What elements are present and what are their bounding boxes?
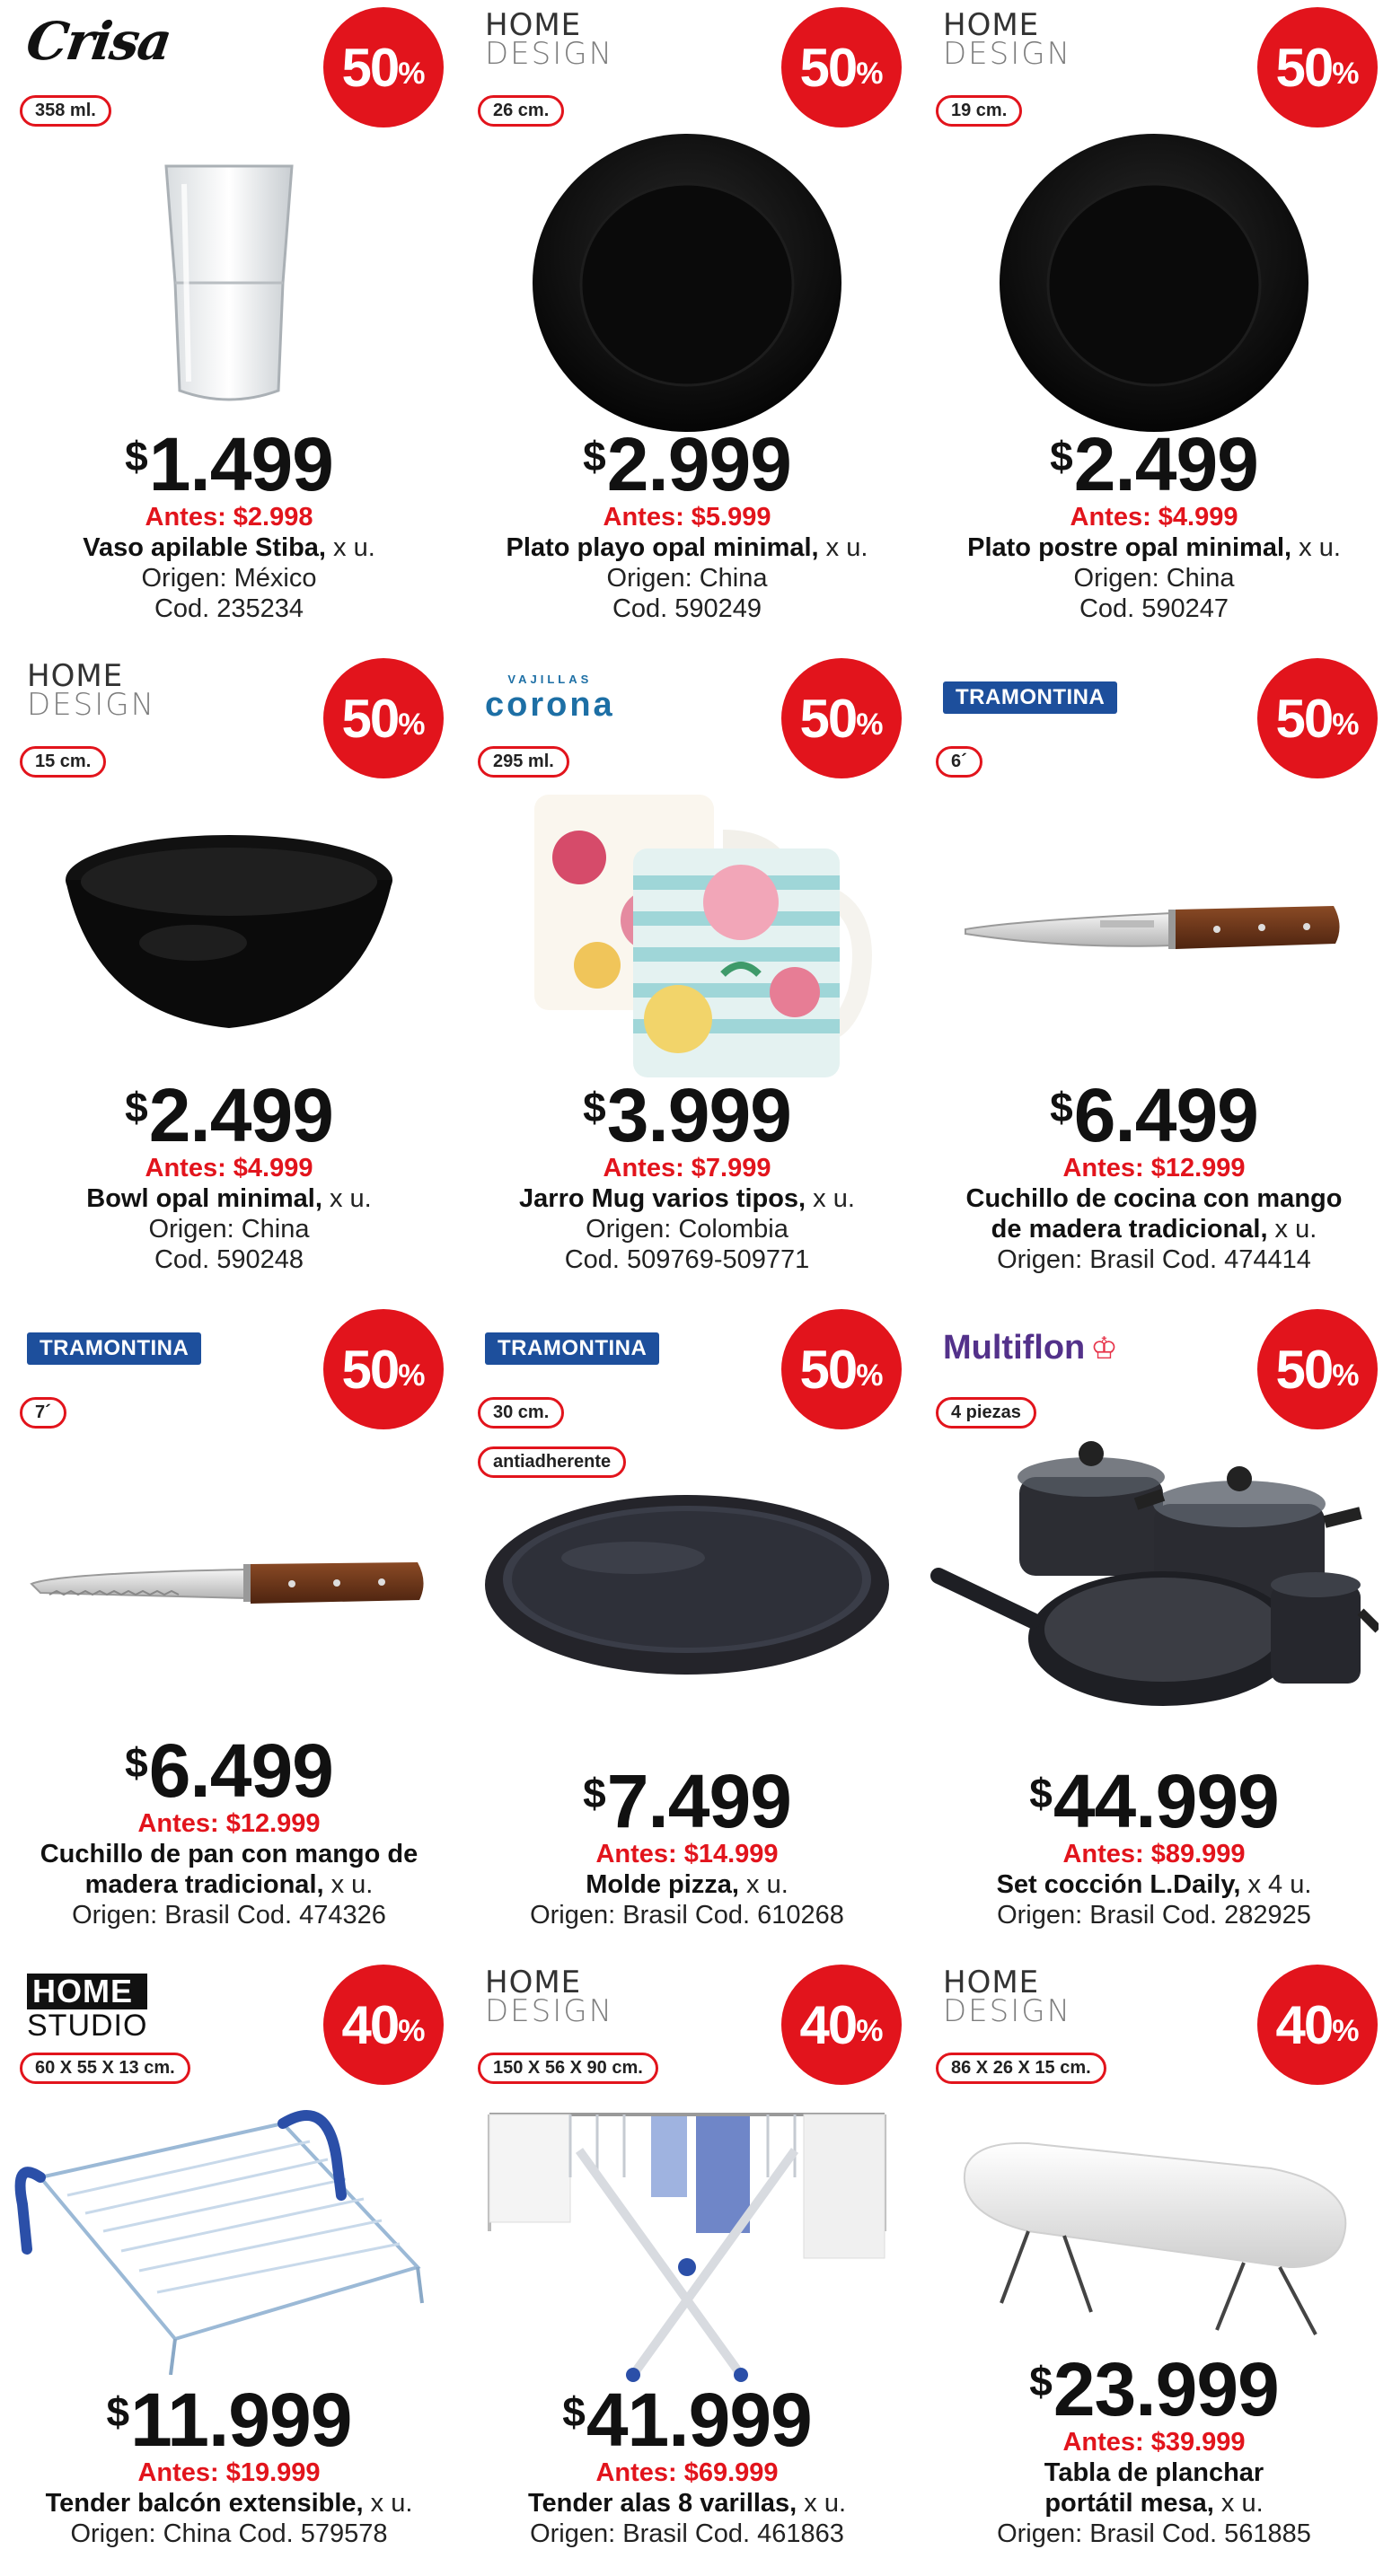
brand-area [485,1313,659,1385]
product-name: Set cocción L.Daily, x 4 u. [996,1870,1312,1899]
product-size-tag: 15 cm. [20,746,106,778]
brand-area [943,7,1072,83]
brand-logo-tramontina: TRAMONTINA [485,1332,659,1365]
product-card[interactable] [458,1957,916,2576]
previous-price: Antes: $4.999 [145,1154,313,1182]
tag-list [936,746,982,778]
product-price: $2.499 [1050,422,1258,506]
brand-logo-crisa: Crisa [22,11,174,72]
plate-icon [458,135,916,431]
product-name: Bowl opal minimal, x u. [86,1184,372,1213]
product-origin-code: Cod. 509769-509771 [564,1245,810,1274]
tag-list [478,746,569,778]
product-name-cont: madera tradicional, x u. [84,1870,374,1899]
tag-list [20,95,111,127]
brand-logo-corona: VAJILLAS corona [485,673,615,724]
product-origin-code: Origen: Colombia [586,1215,789,1244]
glass-icon [0,135,458,431]
product-card[interactable] [458,651,916,1302]
product-card[interactable] [458,1302,916,1957]
price-block [916,1755,1392,1930]
product-name: Cuchillo de pan con mango de [40,1840,418,1868]
product-size-tag: 6´ [936,746,982,778]
product-card[interactable] [458,0,916,651]
previous-price: Antes: $4.999 [1070,503,1238,532]
product-origin-code: Origen: China [1073,564,1235,593]
product-size-tag: 86 X 26 X 15 cm. [936,2053,1106,2084]
tag-list [936,95,1022,127]
previous-price: Antes: $5.999 [603,503,771,532]
discount-badge: 50 % [781,1309,902,1429]
previous-price: Antes: $7.999 [603,1154,771,1182]
product-origin-code: Origen: China [606,564,768,593]
product-size-tag: 295 ml. [478,746,569,778]
product-size-tag: 30 cm. [478,1397,564,1429]
tag-list [478,2053,658,2084]
discount-badge: 50 % [1257,7,1378,127]
brand-area [485,1965,614,2040]
product-name: Tender balcón extensible, x u. [45,2489,413,2518]
brand-area [485,7,614,83]
product-origin-code: Cod. 590247 [1079,594,1229,623]
product-price: $1.499 [125,422,333,506]
tag-list [936,1397,1036,1429]
discount-badge: 50 % [323,1309,444,1429]
brand-logo-multiflon: Multiflon ♔ [943,1329,1118,1367]
product-name: Vaso apilable Stiba, x u. [83,533,375,562]
product-origin-code: Origen: Brasil Cod. 561885 [997,2519,1311,2548]
balcony-rack-icon [0,2092,458,2388]
brand-area [22,11,174,83]
product-name: Molde pizza, x u. [586,1870,789,1899]
product-card[interactable] [0,1302,458,1957]
product-name: Plato postre opal minimal, x u. [967,533,1341,562]
product-size-tag: 26 cm. [478,95,564,127]
previous-price: Antes: $19.999 [137,2458,321,2487]
product-card[interactable] [0,1957,458,2576]
brand-area [27,1313,201,1385]
product-size-tag: 150 X 56 X 90 cm. [478,2053,658,2084]
product-card[interactable] [916,651,1392,1302]
price-block [0,418,458,624]
brand-area [485,662,615,734]
product-card[interactable] [916,1957,1392,2576]
price-block [0,1725,458,1930]
brand-area [943,1313,1118,1385]
product-name-cont: portátil mesa, x u. [1044,2489,1264,2518]
product-name: Tender alas 8 varillas, x u. [527,2489,847,2518]
previous-price: Antes: $12.999 [1062,1154,1246,1182]
brand-logo-home-design: HOME DESIGN [485,7,614,72]
previous-price: Antes: $39.999 [1062,2428,1246,2457]
product-price: $23.999 [1029,2347,1279,2431]
product-origin-code: Origen: China Cod. 579578 [70,2519,388,2548]
tag-list [478,95,564,127]
price-block [916,418,1392,624]
product-size-tag: 358 ml. [20,95,111,127]
product-price: $44.999 [1029,1759,1279,1843]
product-price: $11.999 [106,2378,352,2462]
bowl-icon [0,786,458,1082]
product-card[interactable] [916,1302,1392,1957]
brand-logo-home-design: HOME DESIGN [27,658,156,723]
chef-hat-icon: ♔ [1090,1331,1118,1366]
previous-price: Antes: $14.999 [595,1840,779,1868]
previous-price: Antes: $12.999 [137,1809,321,1838]
product-price: $2.499 [125,1073,333,1157]
previous-price: Antes: $89.999 [1062,1840,1246,1868]
discount-badge: 40 % [781,1965,902,2085]
tag-list [20,746,106,778]
cookware-set-icon [916,1437,1392,1733]
price-block [458,1755,916,1930]
price-block [458,2374,916,2549]
product-size-tag: 60 X 55 X 13 cm. [20,2053,190,2084]
price-block [458,418,916,624]
brand-area [27,1968,148,2043]
product-origin-code: Origen: Brasil Cod. 474414 [997,1245,1311,1274]
product-card[interactable] [0,0,458,651]
previous-price: Antes: $2.998 [145,503,313,532]
product-size-tag: 7´ [20,1397,66,1429]
plate-icon [916,135,1392,431]
product-price: $41.999 [562,2378,812,2462]
price-block [916,2343,1392,2549]
product-origin-code: Cod. 590248 [154,1245,304,1274]
price-block [916,1069,1392,1275]
pizza-pan-icon [458,1437,916,1733]
discount-badge: 50 % [1257,1309,1378,1429]
brand-logo-tramontina: TRAMONTINA [27,1332,201,1365]
product-price: $6.499 [1050,1073,1258,1157]
product-name-cont: de madera tradicional, x u. [991,1215,1317,1244]
tag-list [20,2053,190,2084]
knife-icon [916,786,1392,1082]
mug-icon [458,786,916,1082]
product-name: Jarro Mug varios tipos, x u. [519,1184,855,1213]
product-size-tag: antiadherente [478,1446,626,1478]
brand-area [27,658,156,734]
product-name: Tabla de planchar [1044,2458,1264,2487]
brand-logo-home-studio: HOME STUDIO [27,1973,148,2043]
brand-logo-home-design: HOME DESIGN [485,1965,614,2029]
product-origin-code: Origen: China [148,1215,310,1244]
discount-badge: 40 % [323,1965,444,2085]
product-price: $2.999 [583,422,791,506]
product-origin-code: Origen: Brasil Cod. 610268 [530,1901,844,1930]
bread-knife-icon [0,1437,458,1733]
product-origin-code: Origen: México [141,564,317,593]
price-block [0,2374,458,2549]
product-origin-code: Origen: Brasil Cod. 282925 [997,1901,1311,1930]
discount-badge: 50 % [323,7,444,127]
brand-area [943,1965,1072,2040]
brand-logo-home-design: HOME DESIGN [943,7,1072,72]
drying-rack-icon [458,2092,916,2388]
product-price: $3.999 [583,1073,791,1157]
tag-list [936,2053,1106,2084]
product-origin-code: Cod. 235234 [154,594,304,623]
product-size-tag: 19 cm. [936,95,1022,127]
product-price: $7.499 [583,1759,791,1843]
previous-price: Antes: $69.999 [595,2458,779,2487]
discount-badge: 50 % [781,658,902,778]
brand-logo-tramontina: TRAMONTINA [943,681,1117,714]
product-size-tag: 4 piezas [936,1397,1036,1429]
discount-badge: 40 % [1257,1965,1378,2085]
discount-badge: 50 % [781,7,902,127]
product-card[interactable] [0,651,458,1302]
price-block [458,1069,916,1275]
discount-badge: 50 % [323,658,444,778]
brand-area [943,662,1117,734]
brand-logo-home-design: HOME DESIGN [943,1965,1072,2029]
tag-list [20,1397,66,1429]
product-origin-code: Origen: Brasil Cod. 474326 [72,1901,386,1930]
product-name: Plato playo opal minimal, x u. [506,533,868,562]
product-name: Cuchillo de cocina con mango [965,1184,1343,1213]
discount-badge: 50 % [1257,658,1378,778]
product-origin-code: Cod. 590249 [612,594,762,623]
price-block [0,1069,458,1275]
product-card[interactable] [916,0,1392,651]
product-price: $6.499 [125,1728,333,1813]
product-origin-code: Origen: Brasil Cod. 461863 [530,2519,844,2548]
